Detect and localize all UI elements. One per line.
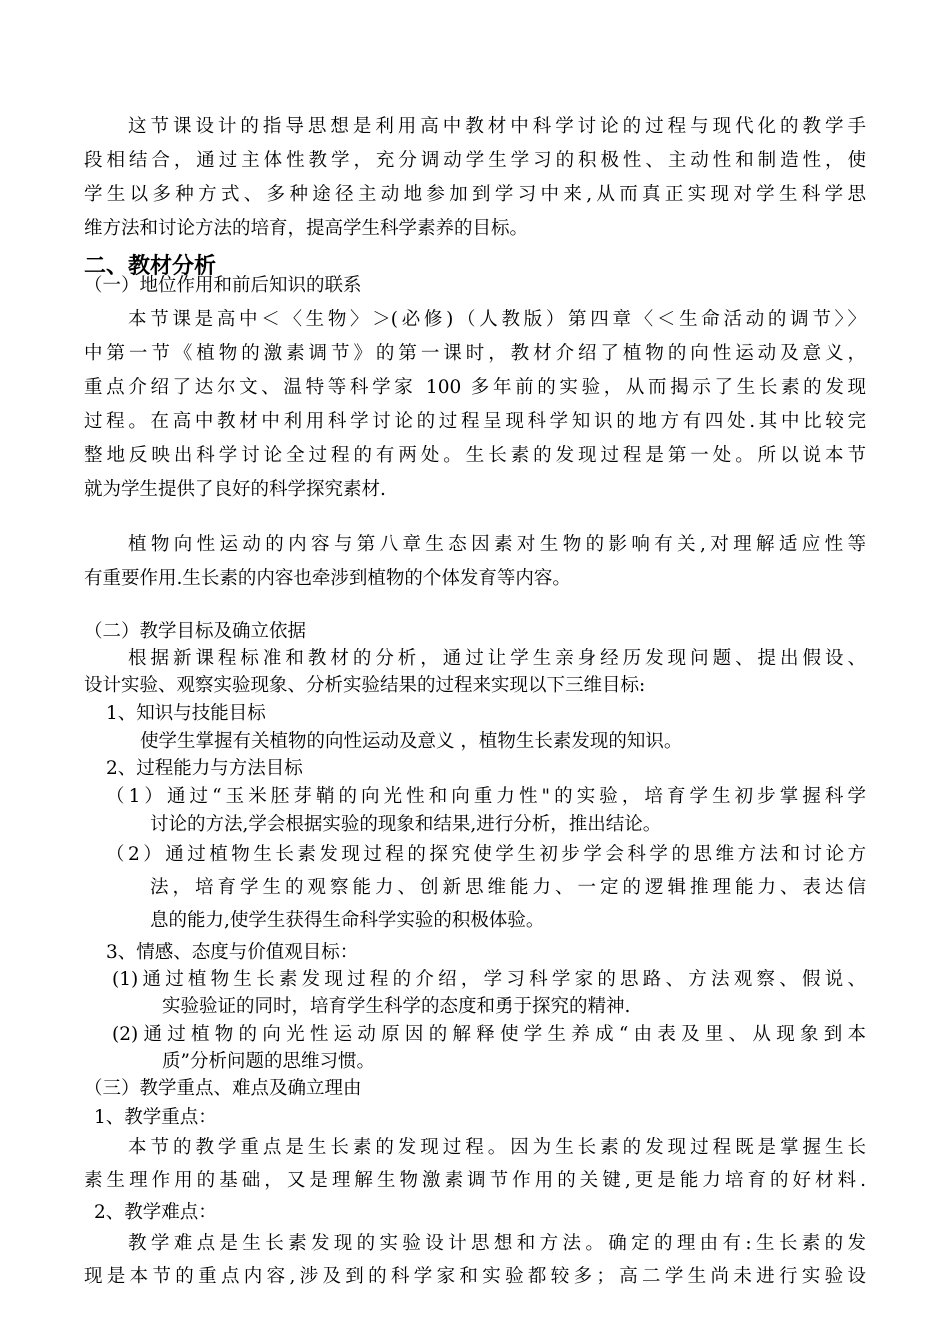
- text-line: （1）通过“玉米胚芽鞘的向光性和向重力性"的实验，培育学生初步掌握科学: [106, 786, 866, 807]
- text-line: 1、知识与技能目标: [106, 703, 266, 724]
- section-heading: 二、教材分析: [84, 254, 217, 279]
- text-line: 植物向性运动的内容与第八章生态因素对生物的影响有关,对理解适应性等: [128, 534, 866, 555]
- text-line: 过程。在高中教材中利用科学讨论的过程呈现科学知识的地方有四处.其中比较完: [84, 411, 866, 432]
- text-line: 根据新课程标准和教材的分析，通过让学生亲身经历发现问题、提出假设、: [128, 648, 866, 669]
- text-line: （一）地位作用和前后知识的联系: [84, 275, 362, 296]
- text-line: 2、过程能力与方法目标: [106, 758, 303, 779]
- text-line: 中第一节《植物的激素调节》的第一课时，教材介绍了植物的向性运动及意义，: [84, 343, 866, 364]
- text-line: 重点介绍了达尔文、温特等科学家 100 多年前的实验，从而揭示了生长素的发现: [84, 377, 866, 398]
- text-line: 有重要作用.生长素的内容也牵涉到植物的个体发育等内容。: [84, 568, 571, 589]
- text-line: （三）教学重点、难点及确立理由: [84, 1078, 362, 1099]
- text-line: 教学难点是生长素发现的实验设计思想和方法。确定的理由有:生长素的发: [128, 1233, 866, 1254]
- text-line: 1、教学重点：: [94, 1107, 217, 1128]
- text-line: 法，培育学生的观察能力、创新思维能力、一定的逻辑推理能力、表达信: [150, 877, 866, 898]
- text-line: 本节课是高中＜〈生物〉＞(必修)（人教版）第四章〈＜生命活动的调节〉〉: [128, 309, 866, 330]
- text-line: 现是本节的重点内容,涉及到的科学家和实验都较多；高二学生尚未进行实验设: [84, 1266, 866, 1287]
- text-line: 息的能力,使学生获得生命科学实验的积极体验。: [150, 910, 545, 931]
- text-line: 整地反映出科学讨论全过程的有两处。生长素的发现过程是第一处。所以说本节: [84, 445, 866, 466]
- text-line: 使学生掌握有关植物的向性运动及意义 ，植物生长素发现的知识。: [140, 731, 683, 752]
- text-line: （二）教学目标及确立依据: [84, 621, 307, 642]
- text-line: （2）通过植物生长素发现过程的探究使学生初步学会科学的思维方法和讨论方: [106, 844, 866, 865]
- text-line: 质”分析问题的思维习惯。: [162, 1051, 375, 1072]
- text-line: 学生以多种方式、多种途径主动地参加到学习中来,从而真正实现对学生科学思: [84, 184, 866, 205]
- text-line: (2)通过植物的向光性运动原因的解释使学生养成“由表及里、从现象到本: [112, 1024, 866, 1045]
- text-line: 实验验证的同时，培育学生科学的态度和勇于探究的精神.: [162, 996, 631, 1017]
- text-line: 素生理作用的基础，又是理解生物激素调节作用的关键,更是能力培育的好材料.: [84, 1170, 866, 1191]
- text-line: 2、教学难点：: [94, 1202, 217, 1223]
- text-line: (1)通过植物生长素发现过程的介绍，学习科学家的思路、方法观察、假说、: [112, 969, 866, 990]
- text-line: 就为学生提供了良好的科学探究素材.: [84, 479, 386, 500]
- text-line: 3、情感、态度与价值观目标：: [106, 942, 359, 963]
- text-line: 本节的教学重点是生长素的发现过程。因为生长素的发现过程既是掌握生长: [128, 1137, 866, 1158]
- text-line: 这节课设计的指导思想是利用高中教材中科学讨论的过程与现代化的教学手: [128, 116, 866, 137]
- text-line: 设计实验、观察实验现象、分析实验结果的过程来实现以下三维目标:: [84, 675, 646, 696]
- text-line: 维方法和讨论方法的培育，提高学生科学素养的目标。: [84, 218, 529, 239]
- text-line: 讨论的方法,学会根据实验的现象和结果,进行分析，推出结论。: [150, 814, 662, 835]
- text-line: 段相结合，通过主体性教学，充分调动学生学习的积极性、主动性和制造性，使: [84, 150, 866, 171]
